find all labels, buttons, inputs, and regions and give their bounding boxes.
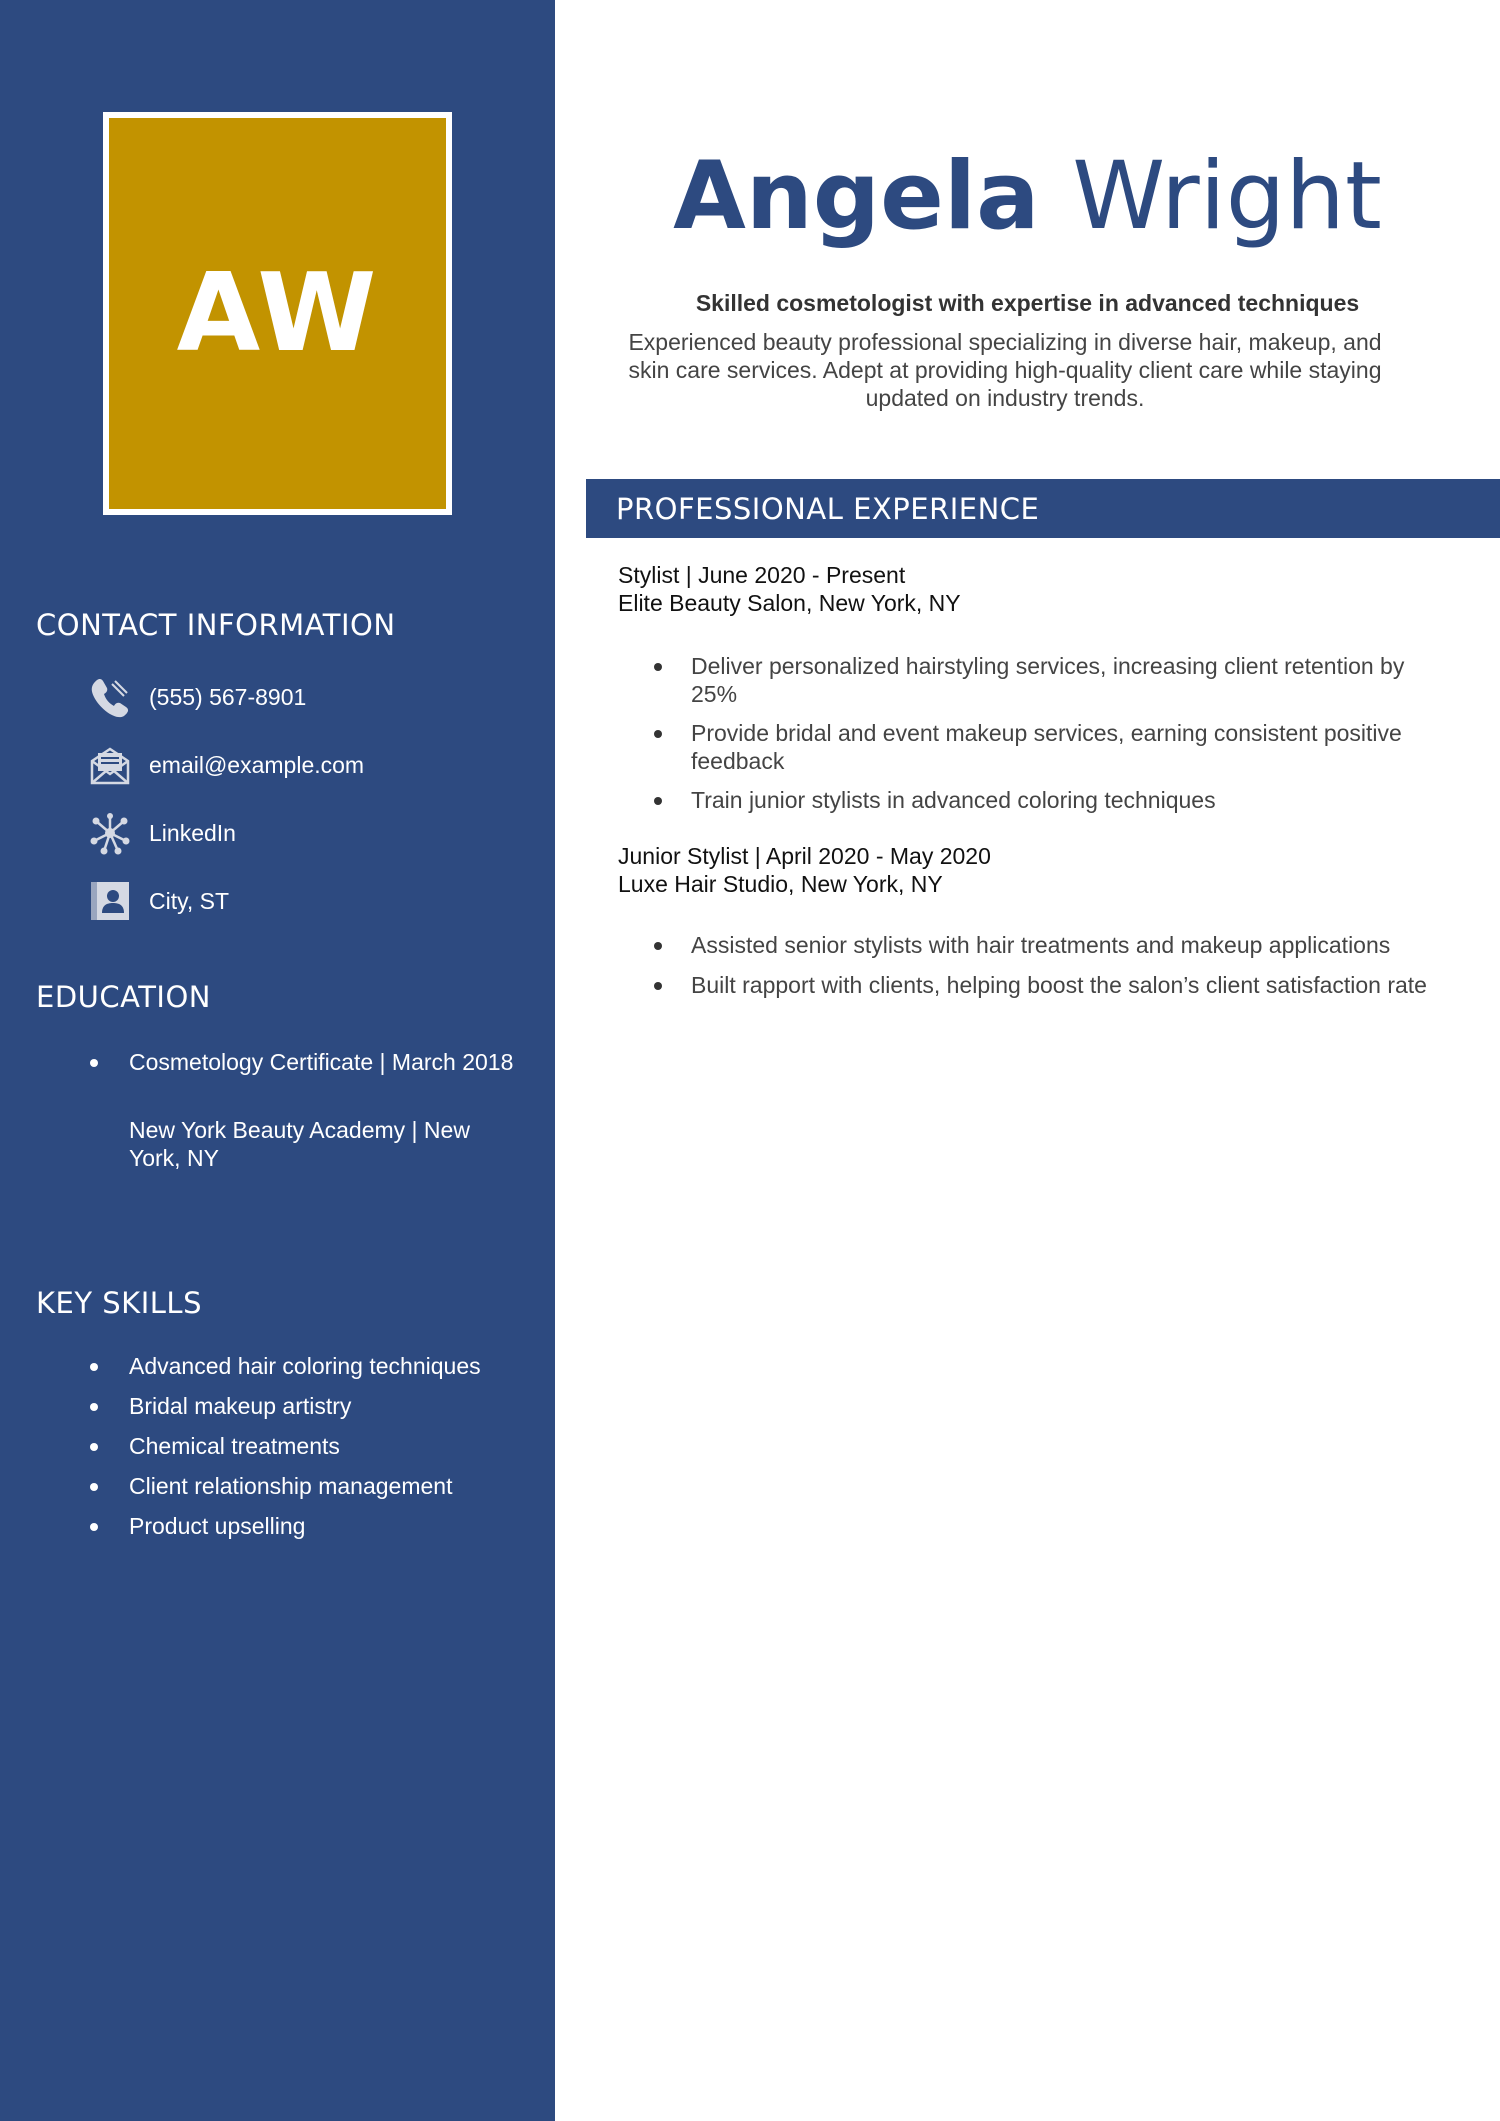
skill-item bbox=[88, 1432, 528, 1460]
skill-text: Chemical treatments bbox=[129, 1433, 340, 1459]
bullet bbox=[654, 663, 662, 671]
job-title: Junior Stylist | April 2020 - May 2020 bbox=[618, 843, 991, 869]
job-bullet bbox=[650, 652, 1450, 708]
job-bullets bbox=[650, 652, 1450, 814]
experience-heading-bar bbox=[586, 479, 1500, 538]
bullet bbox=[654, 982, 662, 990]
contact-linkedin-text: LinkedIn bbox=[149, 819, 236, 846]
bullet bbox=[90, 1059, 98, 1067]
sidebar bbox=[0, 0, 555, 2121]
job-bullet bbox=[650, 719, 1450, 775]
summary: Experienced beauty professional specializing in diverse hair, makeup, and skin care services. Adept at providing high-quality client care while staying updated on industry trends. bbox=[628, 329, 1382, 411]
last-name: Wright bbox=[1072, 142, 1382, 251]
skill-item bbox=[88, 1352, 528, 1380]
education-heading: EDUCATION bbox=[36, 980, 212, 1014]
skill-text: Advanced hair coloring techniques bbox=[129, 1353, 481, 1379]
education-school: New York Beauty Academy | New York, NY bbox=[129, 1117, 470, 1171]
network-icon bbox=[88, 811, 132, 855]
bullet bbox=[654, 730, 662, 738]
phone-icon bbox=[88, 675, 132, 719]
skill-item bbox=[88, 1472, 528, 1500]
contact-heading: CONTACT INFORMATION bbox=[36, 608, 396, 642]
education-item bbox=[88, 1048, 528, 1172]
job-bullet-text: Train junior stylists in advanced coloring techniques bbox=[691, 787, 1216, 813]
bullet bbox=[90, 1403, 98, 1411]
contact-card-icon bbox=[88, 879, 132, 923]
education-title: Cosmetology Certificate | March 2018 bbox=[129, 1049, 514, 1075]
bullet bbox=[90, 1523, 98, 1531]
email-icon bbox=[88, 743, 132, 787]
job-bullets bbox=[650, 931, 1450, 999]
job-bullet bbox=[650, 786, 1450, 814]
contact-email bbox=[88, 742, 364, 788]
skills-list bbox=[88, 1352, 528, 1552]
candidate-name bbox=[555, 142, 1500, 251]
contact-email-text: email@example.com bbox=[149, 751, 365, 778]
monogram: AW bbox=[176, 251, 379, 376]
contact-phone-text: (555) 567-8901 bbox=[149, 683, 307, 710]
job-bullet bbox=[650, 931, 1450, 959]
skills-heading: KEY SKILLS bbox=[36, 1286, 202, 1320]
skill-item bbox=[88, 1392, 528, 1420]
contact-location-text: City, ST bbox=[149, 887, 230, 914]
job-bullet-text: Deliver personalized hairstyling services, increasing client retention by 25% bbox=[691, 653, 1405, 707]
job-bullet-text: Provide bridal and event makeup services, earning consistent positive feedback bbox=[691, 720, 1402, 774]
bullet bbox=[654, 942, 662, 950]
job-company: Luxe Hair Studio, New York, NY bbox=[618, 871, 943, 897]
bullet bbox=[90, 1363, 98, 1371]
job-bullet bbox=[650, 971, 1450, 999]
experience-heading: PROFESSIONAL EXPERIENCE bbox=[616, 491, 1040, 526]
contact-phone bbox=[88, 674, 306, 720]
job-company: Elite Beauty Salon, New York, NY bbox=[618, 590, 961, 616]
bullet bbox=[90, 1443, 98, 1451]
job-title: Stylist | June 2020 - Present bbox=[618, 562, 906, 588]
job-bullet-text: Assisted senior stylists with hair treatments and makeup applications bbox=[691, 932, 1391, 958]
job-bullet-text: Built rapport with clients, helping boost the salon’s client satisfaction rate bbox=[691, 972, 1427, 998]
contact-location bbox=[88, 878, 229, 924]
skill-item bbox=[88, 1512, 528, 1540]
bullet bbox=[654, 797, 662, 805]
education-list bbox=[88, 1048, 528, 1172]
skill-text: Product upselling bbox=[129, 1513, 306, 1539]
monogram-box bbox=[103, 112, 452, 515]
bullet bbox=[90, 1483, 98, 1491]
first-name: Angela bbox=[673, 142, 1040, 251]
skill-text: Client relationship management bbox=[129, 1473, 453, 1499]
tagline: Skilled cosmetologist with expertise in advanced techniques bbox=[695, 290, 1360, 316]
contact-linkedin bbox=[88, 810, 236, 856]
skill-text: Bridal makeup artistry bbox=[129, 1393, 352, 1419]
